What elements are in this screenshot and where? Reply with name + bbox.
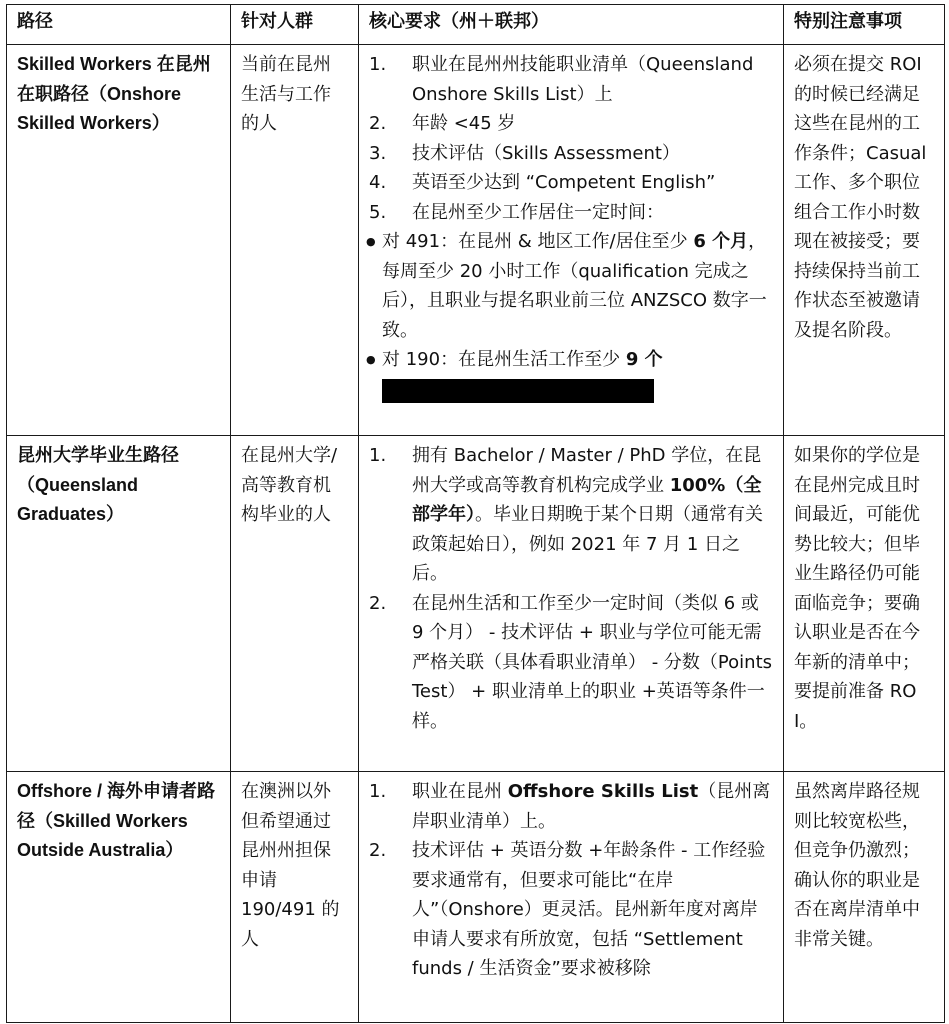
notes-cell: 虽然离岸路径规则比较宽松些，但竞争仍激烈；确认你的职业是否在离岸清单中非常关键。 [784,772,945,1023]
redaction-bar [382,379,654,403]
requirements-list [369,441,773,736]
bullet-icon [352,345,382,404]
list-number: 4 . [369,168,412,198]
header-row [7,5,945,45]
header-notes: 特别注意事项 [784,5,945,45]
list-item [369,777,773,836]
list-number: 1 . [369,441,412,589]
pathway-name: 昆州大学毕业生路径（Queensland Graduates） [7,436,231,772]
requirement-text: 职业在昆州州技能职业清单（Queensland Onshore Skills List）上 [412,54,754,105]
list-number: 1 . [369,50,412,109]
list-number: 2 . [369,109,412,139]
list-item [369,109,773,139]
table-row [7,772,945,1023]
requirement-text: 英语至少达到 “Competent English” [412,172,716,193]
table-row [7,45,945,436]
list-item [369,50,773,109]
audience-cell: 在昆州大学/高等教育机构毕业的人 [231,436,359,772]
sub-requirement-text: 对 491：在昆州 & 地区工作/居住至少 6 个月，每周至少 20 小时工作（qualification 完成之后），且职业与提名职业前三位 ANZSCO 数字一致。 [382,231,767,341]
requirements-list [369,50,773,227]
list-item [369,589,773,737]
pathway-name: Offshore / 海外申请者路径（Skilled Workers Outside Australia） [7,772,231,1023]
requirement-text: 拥有 Bachelor / Master / PhD 学位，在昆州大学或高等教育机构完成学业 100%（全部学年）。毕业日期晚于某个日期（通常有关政策起始日），例如 2021 年 7 月 1 日之后。 [412,445,763,584]
requirements-cell [359,436,784,772]
requirement-text: 年龄 <45 岁 [412,113,516,134]
list-item [369,198,773,228]
requirement-text: 在昆州生活和工作至少一定时间（类似 6 或 9 个月） - 技术评估 + 职业与学位可能无需严格关联（具体看职业清单） - 分数（Points Test） + 职业清单上的职业 +英语等条件一样。 [412,592,773,732]
list-number: 2 . [369,836,412,984]
notes-cell: 必须在提交 ROI 的时候已经满足这些在昆州的工作条件；Casual 工作、多个职位组合工作小时数现在被接受；要持续保持当前工作状态至被邀请及提名阶段。 [784,45,945,436]
header-audience: 针对人群 [231,5,359,45]
list-number: 3 . [369,139,412,169]
list-item [369,168,773,198]
sub-list [369,227,773,404]
sub-list-item [352,345,773,404]
list-number: 5 . [369,198,412,228]
list-item [369,441,773,589]
requirements-cell [359,772,784,1023]
requirements-list [369,777,773,984]
table-row [7,436,945,772]
sub-list-item [352,227,773,345]
requirement-text: 技术评估 + 英语分数 +年龄条件 - 工作经验要求通常有，但要求可能比“在岸人”（Onshore）更灵活。昆州新年度对离岸申请人要求有所放宽，包括 “Settlement funds / 生活资金”要求被移除 [412,840,766,979]
list-item [369,836,773,984]
requirements-cell [359,45,784,436]
pathway-name: Skilled Workers 在昆州在职路径（Onshore Skilled Workers） [7,45,231,436]
list-item [369,139,773,169]
pathway-table [6,4,945,1023]
requirement-text: 在昆州至少工作居住一定时间： [412,201,664,223]
audience-cell: 在澳洲以外但希望通过昆州州担保申请 190/491 的人 [231,772,359,1023]
requirement-text: 职业在昆州 Offshore Skills List（昆州离岸职业清单）上。 [412,781,771,832]
sub-requirement-text: 对 190：在昆州生活工作至少 9 个 [382,345,773,404]
notes-cell: 如果你的学位是在昆州完成且时间最近，可能优势比较大；但毕业生路径仍可能面临竞争；要确认职业是否在今年新的清单中；要提前准备 RO I。 [784,436,945,772]
header-path: 路径 [7,5,231,45]
requirement-text: 技术评估（Skills Assessment） [412,142,680,164]
audience-cell: 当前在昆州生活与工作的人 [231,45,359,436]
list-number: 1 . [369,777,412,836]
header-requirements: 核心要求（州＋联邦） [359,5,784,45]
bullet-icon [352,227,382,345]
list-number: 2 . [369,589,412,737]
